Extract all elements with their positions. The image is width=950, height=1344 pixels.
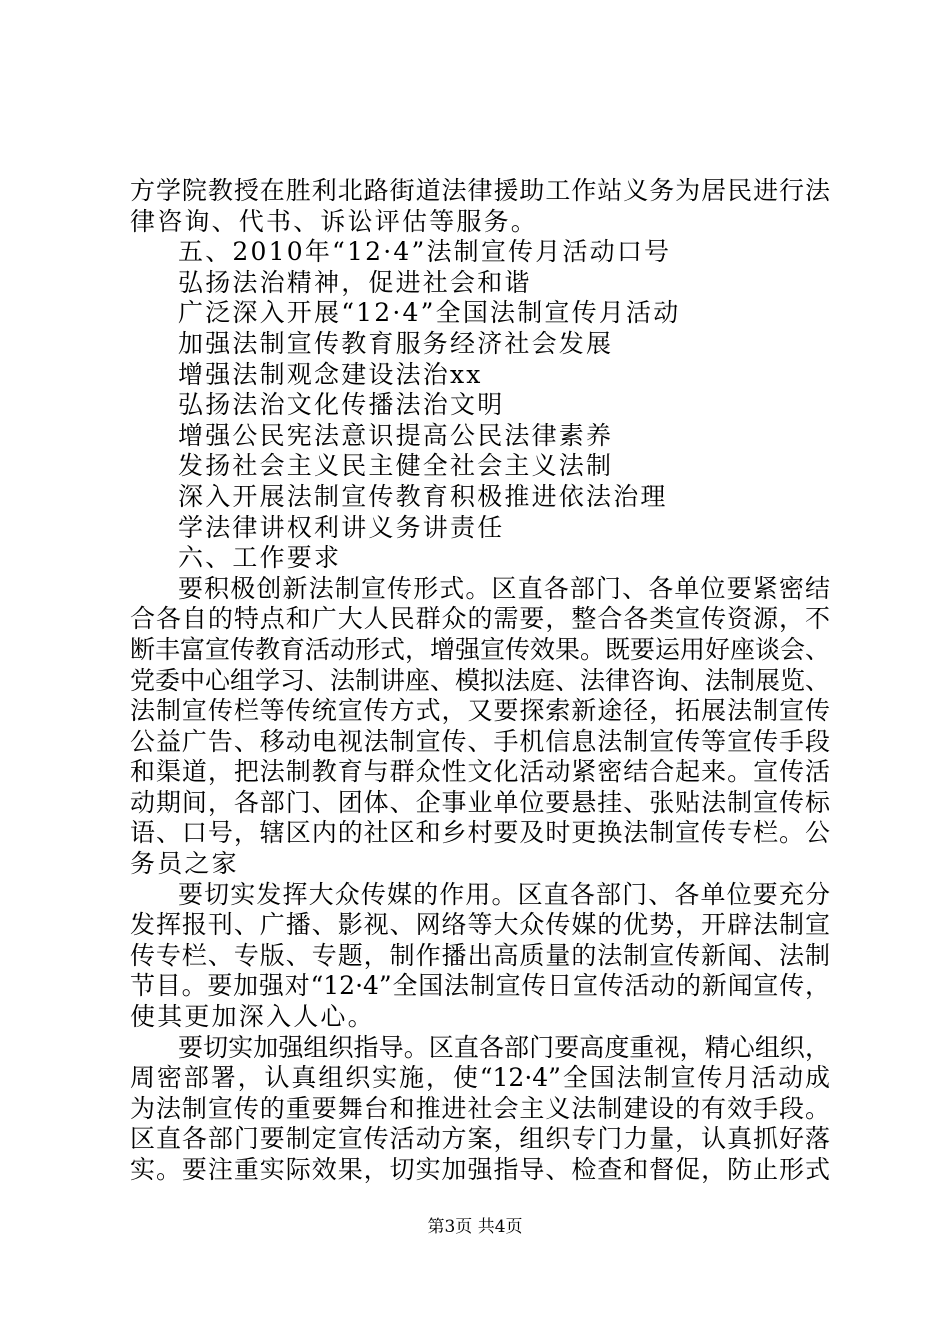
text-line: 合各自的特点和广大人民群众的需要，整合各类宣传资源，不 <box>130 604 830 634</box>
text-line: 动期间，各部门、团体、企事业单位要悬挂、张贴法制宣传标 <box>130 787 830 817</box>
text-line: 弘扬法治精神，促进社会和谐 <box>178 267 532 297</box>
page-footer: 第3页 共4页 <box>427 1217 523 1237</box>
text-line: 党委中心组学习、法制讲座、模拟法庭、法律咨询、法制展览、 <box>130 665 831 695</box>
text-line: 方学院教授在胜利北路街道法律援助工作站义务为居民进行法 <box>130 176 830 205</box>
text-line: 要积极创新法制宣传形式。区直各部门、各单位要紧密结 <box>178 573 830 603</box>
text-line: 使其更加深入人心。 <box>130 1002 375 1032</box>
text-line: 五、2010年“12·4”法制宣传月活动口号 <box>178 237 672 267</box>
text-line: 务员之家 <box>130 849 239 879</box>
text-line: 发挥报刊、广播、影视、网络等大众传媒的优势，开辟法制宣 <box>130 910 830 940</box>
text-line: 周密部署，认真组织实施，使“12·4”全国法制宣传月活动成 <box>130 1063 830 1093</box>
text-line: 增强公民宪法意识提高公民法律素养 <box>178 420 614 450</box>
text-line: 律咨询、代书、诉讼评估等服务。 <box>130 206 539 236</box>
text-line: 公益广告、移动电视法制宣传、手机信息法制宣传等宣传手段 <box>130 726 830 756</box>
text-line: 实。要注重实际效果，切实加强指导、检查和督促，防止形式 <box>130 1155 830 1184</box>
text-line: 和渠道，把法制教育与群众性文化活动紧密结合起来。宣传活 <box>130 757 830 787</box>
document-body <box>130 176 830 1186</box>
text-line: 加强法制宣传教育服务经济社会发展 <box>178 328 614 358</box>
text-line: 区直各部门要制定宣传活动方案，组织专门力量，认真抓好落 <box>130 1124 830 1154</box>
text-line: 深入开展法制宣传教育积极推进依法治理 <box>178 481 668 511</box>
text-line: 增强法制观念建设法治xx <box>178 359 483 389</box>
text-line: 传专栏、专版、专题，制作播出高质量的法制宣传新闻、法制 <box>130 940 830 970</box>
text-line: 要切实发挥大众传媒的作用。区直各部门、各单位要充分 <box>178 879 830 909</box>
text-line: 发扬社会主义民主健全社会主义法制 <box>178 451 614 481</box>
text-line: 要切实加强组织指导。区直各部门要高度重视，精心组织， <box>178 1032 830 1062</box>
text-line: 断丰富宣传教育活动形式，增强宣传效果。既要运用好座谈会、 <box>130 634 831 664</box>
text-line: 学法律讲权利讲义务讲责任 <box>178 512 505 542</box>
text-line: 法制宣传栏等传统宣传方式，又要探索新途径，拓展法制宣传 <box>130 696 830 726</box>
text-line: 弘扬法治文化传播法治文明 <box>178 390 505 420</box>
text-line: 为法制宣传的重要舞台和推进社会主义法制建设的有效手段。 <box>130 1093 830 1123</box>
text-line: 六、工作要求 <box>178 543 342 573</box>
text-line: 节目。要加强对“12·4”全国法制宣传日宣传活动的新闻宣传， <box>130 971 830 1001</box>
text-line: 语、口号，辖区内的社区和乡村要及时更换法制宣传专栏。公 <box>130 818 830 848</box>
text-line: 广泛深入开展“12·4”全国法制宣传月活动 <box>178 298 681 328</box>
